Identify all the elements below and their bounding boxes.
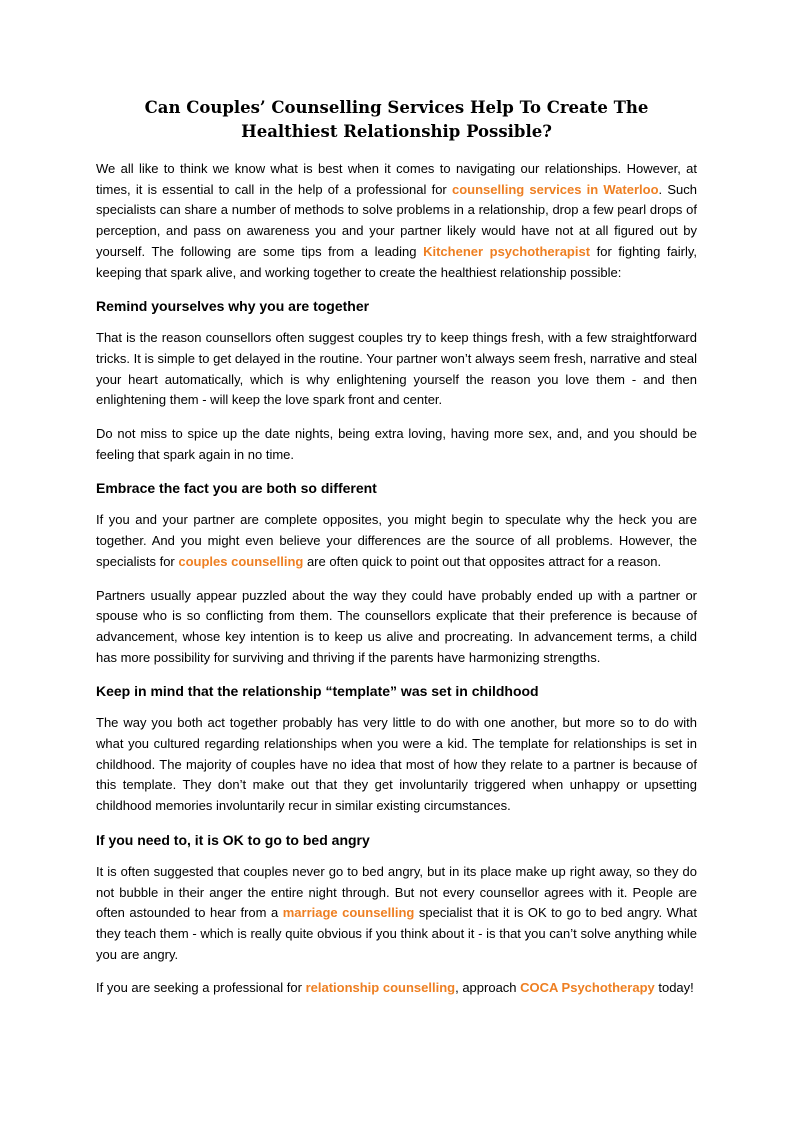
bed-angry-text-2: specialist that it is OK to go to bed angry. What they teach them - which is really quite obvious if you think about it - is that you can’t solve anything while you are angry. — [96, 905, 697, 962]
section-remind-paragraph-2: Do not miss to spice up the date nights, being extra loving, having more sex, and, and you should be feeling that spark again in no time. — [96, 426, 697, 462]
link-kitchener-psychotherapist[interactable]: Kitchener psychotherapist — [423, 243, 591, 259]
document-page — [96, 96, 697, 1012]
section-embrace-paragraph-2: Partners usually appear puzzled about the way they could have probably ended up with a partner or spouse who is so conflicting from them. The counsellors explicate that their preference is because of advancement, whose key intention is to keep us alive and procreating. In advancement terms, a child has more possibility for surviving and thriving if the parents have harmonizing strengths. — [96, 587, 697, 665]
section-heading-bed-angry: If you need to, it is OK to go to bed angry — [96, 831, 370, 848]
intro-text-2: . Such specialists can share a number of methods to solve problems in a relationship, drop a few pearl drops of perception, and pass on awareness you and your partner likely would have not at all figured out by yourself. The following are some tips from a leading — [96, 181, 697, 259]
link-relationship-counselling[interactable]: relationship counselling — [305, 980, 456, 996]
intro-paragraph — [96, 159, 697, 283]
embrace-text-2: are often quick to point out that opposites attract for a reason. — [303, 553, 662, 569]
section-heading-template: Keep in mind that the relationship “template” was set in childhood — [96, 683, 539, 700]
section-bed-angry-paragraph-1 — [96, 862, 697, 966]
closing-paragraph — [96, 978, 697, 999]
section-embrace-paragraph-1 — [96, 510, 697, 572]
link-marriage-counselling[interactable]: marriage counselling — [282, 905, 415, 921]
intro-text-3: for fighting fairly, keeping that spark alive, and working together to create the healthiest relationship possible: — [96, 243, 697, 280]
closing-text-2: , approach — [455, 980, 521, 996]
section-template-paragraph-1: The way you both act together probably has very little to do with one another, but more so to do with what you cultured regarding relationships when you were a kid. The template for relationships is set in childhood. The majority of couples have no idea that most of how they relate to a partner is because of this template. They don’t make out that they get involuntarily triggered when unhappy or upsetting childhood memories involuntarily recur in similar existing circumstances. — [96, 715, 697, 814]
intro-text-1: We all like to think we know what is best when it comes to navigating our relationships. However, at times, it is essential to call in the help of a professional for — [96, 161, 697, 197]
page-title: Can Couples’ Counselling Services Help To Create The Healthiest Relationship Possible? — [144, 98, 649, 141]
bed-angry-text-1: It is often suggested that couples never go to bed angry, but in its place make up right away, so they do not bubble in their anger the entire night through. But not every counsellor agrees with it. People are often astounded to hear from a — [96, 863, 697, 921]
closing-text-3: today! — [654, 980, 694, 996]
link-coca-psychotherapy[interactable]: COCA Psychotherapy — [520, 980, 655, 996]
link-counselling-services-waterloo[interactable]: counselling services in Waterloo — [451, 181, 659, 197]
closing-text-1: If you are seeking a professional for — [96, 980, 306, 996]
link-couples-counselling[interactable]: couples counselling — [178, 553, 304, 569]
section-remind-paragraph-1: That is the reason counsellors often suggest couples try to keep things fresh, with a few straightforward tricks. It is simple to get delayed in the routine. Your partner won’t always seem fresh, narrative and steal your heart automatically, which is why enlightening yourself the reason you love them - and then enlightening them - will keep the love spark front and center. — [96, 330, 697, 408]
section-heading-embrace: Embrace the fact you are both so different — [96, 480, 377, 497]
embrace-text-1: If you and your partner are complete opposites, you might begin to speculate why the heck you are together. And you might even believe your differences are the source of all problems. However, the specialists for — [96, 512, 697, 569]
section-heading-remind: Remind yourselves why you are together — [96, 298, 370, 315]
